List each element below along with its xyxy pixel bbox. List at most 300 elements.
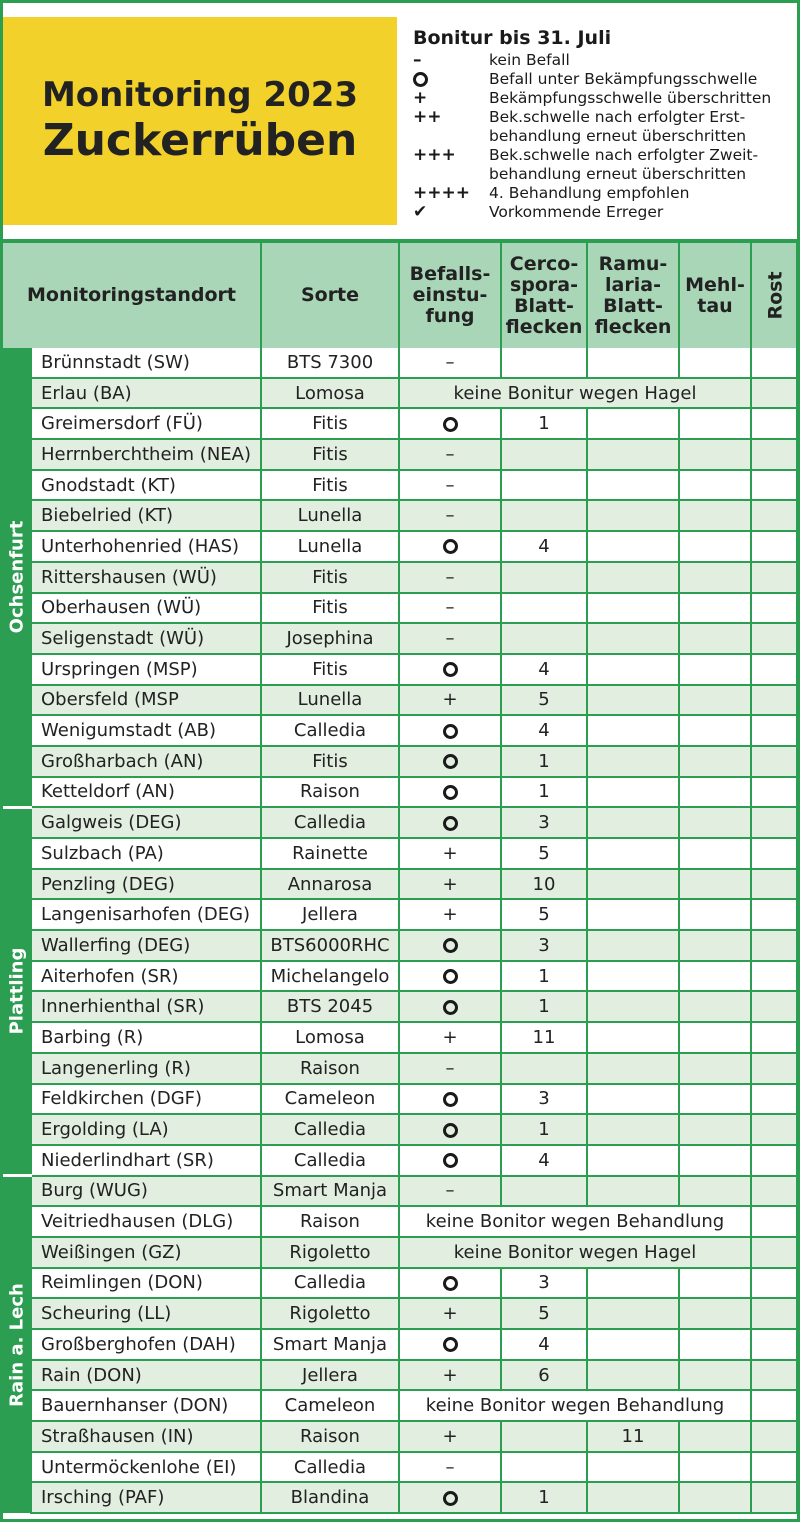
- variety-cell: Fitis: [261, 439, 399, 470]
- ramularia-cell: [587, 1360, 679, 1391]
- ramularia-cell: [587, 593, 679, 624]
- title-line-2: Zuckerrüben: [42, 115, 358, 166]
- location-cell: Galgweis (DEG): [31, 807, 261, 838]
- mehltau-cell: [679, 1421, 751, 1452]
- legend-symbol: +: [413, 88, 428, 108]
- variety-cell: Raison: [261, 1421, 399, 1452]
- cercospora-cell: 5: [501, 685, 587, 716]
- variety-cell: Raison: [261, 1053, 399, 1084]
- circle-icon: [443, 938, 458, 953]
- befall-cell: [399, 807, 501, 838]
- table-row: [3, 470, 797, 501]
- legend-text: Befall unter Bekämpfungsschwelle: [489, 70, 758, 88]
- befall-cell: [399, 1084, 501, 1115]
- legend: [413, 25, 797, 222]
- mehltau-cell: [679, 531, 751, 562]
- header-cercospora: Cerco- spora- Blatt- flecken: [501, 243, 587, 348]
- rost-cell: [751, 500, 797, 531]
- circle-icon: [443, 724, 458, 739]
- variety-cell: Raison: [261, 777, 399, 808]
- group-label: Plattling: [6, 948, 27, 1035]
- cercospora-cell: 3: [501, 807, 587, 838]
- mehltau-cell: [679, 623, 751, 654]
- ramularia-cell: [587, 746, 679, 777]
- variety-cell: Rainette: [261, 838, 399, 869]
- ramularia-cell: [587, 1114, 679, 1145]
- befall-cell: [399, 961, 501, 992]
- cercospora-cell: [501, 562, 587, 593]
- rost-cell: [751, 1237, 797, 1268]
- legend-symbol: ✔: [413, 202, 428, 222]
- location-cell: Wallerfing (DEG): [31, 930, 261, 961]
- table-row: [3, 1298, 797, 1329]
- mehltau-cell: [679, 715, 751, 746]
- mehltau-cell: [679, 869, 751, 900]
- circle-icon: [443, 662, 458, 677]
- header-sorte: Sorte: [261, 243, 399, 348]
- group-label-cell: [3, 348, 31, 807]
- cercospora-cell: 4: [501, 1329, 587, 1360]
- rost-cell: [751, 408, 797, 439]
- rost-cell: [751, 685, 797, 716]
- ramularia-cell: [587, 348, 679, 378]
- mehltau-cell: [679, 1452, 751, 1483]
- ramularia-cell: [587, 807, 679, 838]
- befall-cell: [399, 1145, 501, 1176]
- ramularia-cell: [587, 1452, 679, 1483]
- location-cell: Greimersdorf (FÜ): [31, 408, 261, 439]
- cercospora-cell: 1: [501, 1114, 587, 1145]
- rost-cell: [751, 746, 797, 777]
- rost-cell: [751, 1084, 797, 1115]
- legend-text: Bek.schwelle nach erfolgter Erst-behandlung erneut überschritten: [489, 108, 747, 145]
- cercospora-cell: 4: [501, 715, 587, 746]
- mehltau-cell: [679, 348, 751, 378]
- befall-cell: [399, 1329, 501, 1360]
- cercospora-cell: 5: [501, 899, 587, 930]
- table-row: [3, 1329, 797, 1360]
- rost-cell: [751, 531, 797, 562]
- header-rost: Rost: [751, 243, 797, 348]
- befall-cell: [399, 777, 501, 808]
- header-area: [3, 3, 797, 239]
- circle-icon: [443, 1491, 458, 1506]
- mehltau-cell: [679, 1298, 751, 1329]
- cercospora-cell: [501, 1421, 587, 1452]
- variety-cell: Smart Manja: [261, 1329, 399, 1360]
- location-cell: Großharbach (AN): [31, 746, 261, 777]
- table-row: [3, 1360, 797, 1391]
- variety-cell: Fitis: [261, 408, 399, 439]
- mehltau-cell: [679, 746, 751, 777]
- ramularia-cell: [587, 1145, 679, 1176]
- cercospora-cell: [501, 439, 587, 470]
- ramularia-cell: [587, 1176, 679, 1207]
- befall-cell: [399, 1268, 501, 1299]
- table-row: [3, 562, 797, 593]
- befall-cell: [399, 991, 501, 1022]
- location-cell: Penzling (DEG): [31, 869, 261, 900]
- mehltau-cell: [679, 654, 751, 685]
- location-cell: Rain (DON): [31, 1360, 261, 1391]
- table-row: [3, 715, 797, 746]
- legend-item: [413, 51, 797, 70]
- cercospora-cell: 3: [501, 930, 587, 961]
- ramularia-cell: [587, 961, 679, 992]
- legend-item: [413, 108, 797, 146]
- variety-cell: Lunella: [261, 685, 399, 716]
- table-row: [3, 838, 797, 869]
- befall-cell: –: [399, 500, 501, 531]
- location-cell: Wenigumstadt (AB): [31, 715, 261, 746]
- befall-cell: [399, 1482, 501, 1513]
- location-cell: Erlau (BA): [31, 378, 261, 409]
- befall-cell: +: [399, 1421, 501, 1452]
- rost-cell: [751, 869, 797, 900]
- legend-text: Bekämpfungsschwelle überschritten: [489, 89, 772, 107]
- variety-cell: Cameleon: [261, 1390, 399, 1421]
- befall-cell: –: [399, 593, 501, 624]
- location-cell: Obersfeld (MSP: [31, 685, 261, 716]
- mehltau-cell: [679, 593, 751, 624]
- rost-cell: [751, 1022, 797, 1053]
- table-row: [3, 1421, 797, 1452]
- table-row: [3, 1176, 797, 1207]
- note-cell: keine Bonitor wegen Hagel: [399, 1237, 751, 1268]
- circle-icon: [443, 785, 458, 800]
- legend-item: [413, 203, 797, 222]
- location-cell: Untermöckenlohe (EI): [31, 1452, 261, 1483]
- befall-cell: –: [399, 1053, 501, 1084]
- cercospora-cell: 5: [501, 838, 587, 869]
- note-cell: keine Bonitor wegen Behandlung: [399, 1206, 751, 1237]
- mehltau-cell: [679, 439, 751, 470]
- legend-items: [413, 51, 797, 222]
- note-cell: keine Bonitur wegen Hagel: [399, 378, 751, 409]
- mehltau-cell: [679, 685, 751, 716]
- table-row: [3, 869, 797, 900]
- circle-icon: [443, 1000, 458, 1015]
- rost-cell: [751, 593, 797, 624]
- location-cell: Langenisarhofen (DEG): [31, 899, 261, 930]
- location-cell: Langenerling (R): [31, 1053, 261, 1084]
- table-row: [3, 1145, 797, 1176]
- table-row: [3, 1114, 797, 1145]
- ramularia-cell: [587, 777, 679, 808]
- variety-cell: Lunella: [261, 500, 399, 531]
- cercospora-cell: 1: [501, 991, 587, 1022]
- cercospora-cell: [501, 593, 587, 624]
- rost-cell: [751, 777, 797, 808]
- mehltau-cell: [679, 1053, 751, 1084]
- variety-cell: BTS 7300: [261, 348, 399, 378]
- mehltau-cell: [679, 807, 751, 838]
- table-row: [3, 930, 797, 961]
- befall-cell: [399, 654, 501, 685]
- cercospora-cell: [501, 500, 587, 531]
- befall-cell: [399, 531, 501, 562]
- table-row: [3, 991, 797, 1022]
- ramularia-cell: [587, 623, 679, 654]
- cercospora-cell: [501, 470, 587, 501]
- cercospora-cell: 10: [501, 869, 587, 900]
- table-row: [3, 531, 797, 562]
- mehltau-cell: [679, 470, 751, 501]
- variety-cell: Rigoletto: [261, 1237, 399, 1268]
- table-row: [3, 500, 797, 531]
- circle-icon: [443, 1153, 458, 1168]
- variety-cell: BTS 2045: [261, 991, 399, 1022]
- ramularia-cell: [587, 899, 679, 930]
- circle-icon: [443, 417, 458, 432]
- mehltau-cell: [679, 1482, 751, 1513]
- rost-cell: [751, 1206, 797, 1237]
- cercospora-cell: [501, 1176, 587, 1207]
- befall-cell: –: [399, 1452, 501, 1483]
- cercospora-cell: 1: [501, 777, 587, 808]
- mehltau-cell: [679, 562, 751, 593]
- header-befall: Befalls- einstu- fung: [399, 243, 501, 348]
- title-line-1: Monitoring 2023: [41, 75, 359, 115]
- table-row: [3, 1206, 797, 1237]
- ramularia-cell: [587, 838, 679, 869]
- befall-cell: [399, 930, 501, 961]
- cercospora-cell: 6: [501, 1360, 587, 1391]
- legend-symbol: ++++: [413, 183, 470, 203]
- location-cell: Feldkirchen (DGF): [31, 1084, 261, 1115]
- variety-cell: Lomosa: [261, 1022, 399, 1053]
- legend-symbol: +++: [413, 145, 456, 165]
- rost-cell: [751, 348, 797, 378]
- location-cell: Aiterhofen (SR): [31, 961, 261, 992]
- location-cell: Weißingen (GZ): [31, 1237, 261, 1268]
- rost-cell: [751, 930, 797, 961]
- variety-cell: Jellera: [261, 1360, 399, 1391]
- legend-symbol: –: [413, 50, 422, 70]
- circle-icon: [443, 1276, 458, 1291]
- table-row: [3, 1390, 797, 1421]
- befall-cell: +: [399, 838, 501, 869]
- ramularia-cell: [587, 654, 679, 685]
- variety-cell: Calledia: [261, 807, 399, 838]
- location-cell: Reimlingen (DON): [31, 1268, 261, 1299]
- befall-cell: [399, 715, 501, 746]
- befall-cell: +: [399, 1360, 501, 1391]
- table-row: [3, 1053, 797, 1084]
- variety-cell: Calledia: [261, 1452, 399, 1483]
- legend-text: kein Befall: [489, 51, 570, 69]
- cercospora-cell: [501, 1053, 587, 1084]
- location-cell: Sulzbach (PA): [31, 838, 261, 869]
- befall-cell: [399, 408, 501, 439]
- location-cell: Niederlindhart (SR): [31, 1145, 261, 1176]
- mehltau-cell: [679, 1268, 751, 1299]
- table-row: [3, 654, 797, 685]
- ramularia-cell: [587, 1084, 679, 1115]
- ramularia-cell: [587, 531, 679, 562]
- befall-cell: +: [399, 1298, 501, 1329]
- circle-icon: [443, 969, 458, 984]
- circle-icon: [443, 1092, 458, 1107]
- rost-cell: [751, 470, 797, 501]
- cercospora-cell: [501, 348, 587, 378]
- rost-cell: [751, 1452, 797, 1483]
- location-cell: Urspringen (MSP): [31, 654, 261, 685]
- location-cell: Ergolding (LA): [31, 1114, 261, 1145]
- legend-text: 4. Behandlung empfohlen: [489, 184, 690, 202]
- variety-cell: Raison: [261, 1206, 399, 1237]
- variety-cell: BTS6000RHC: [261, 930, 399, 961]
- rost-cell: [751, 1390, 797, 1421]
- location-cell: Gnodstadt (KT): [31, 470, 261, 501]
- rost-cell: [751, 1176, 797, 1207]
- cercospora-cell: 1: [501, 408, 587, 439]
- mehltau-cell: [679, 777, 751, 808]
- variety-cell: Calledia: [261, 1145, 399, 1176]
- table-row: [3, 807, 797, 838]
- table-row: [3, 1452, 797, 1483]
- befall-cell: –: [399, 1176, 501, 1207]
- cercospora-cell: 4: [501, 1145, 587, 1176]
- table-row: [3, 746, 797, 777]
- table-row: [3, 1237, 797, 1268]
- circle-icon: [443, 754, 458, 769]
- mehltau-cell: [679, 991, 751, 1022]
- mehltau-cell: [679, 408, 751, 439]
- table-row: [3, 1268, 797, 1299]
- table-row: [3, 378, 797, 409]
- variety-cell: Calledia: [261, 1114, 399, 1145]
- mehltau-cell: [679, 838, 751, 869]
- monitoring-table: [3, 243, 797, 1514]
- circle-icon: [443, 1123, 458, 1138]
- group-label: Ochsenfurt: [6, 520, 27, 634]
- befall-cell: +: [399, 685, 501, 716]
- rost-cell: [751, 715, 797, 746]
- variety-cell: Calledia: [261, 1268, 399, 1299]
- cercospora-cell: 11: [501, 1022, 587, 1053]
- legend-title: Bonitur bis 31. Juli: [413, 27, 612, 49]
- table-body: [3, 348, 797, 1513]
- rost-cell: [751, 623, 797, 654]
- variety-cell: Lunella: [261, 531, 399, 562]
- variety-cell: Fitis: [261, 746, 399, 777]
- variety-cell: Fitis: [261, 470, 399, 501]
- ramularia-cell: 11: [587, 1421, 679, 1452]
- ramularia-cell: [587, 1022, 679, 1053]
- header-standort: Monitoringstandort: [3, 243, 261, 348]
- table-row: [3, 961, 797, 992]
- ramularia-cell: [587, 930, 679, 961]
- table-header-row: [3, 243, 797, 348]
- title-box: [3, 17, 397, 225]
- location-cell: Irsching (PAF): [31, 1482, 261, 1513]
- mehltau-cell: [679, 1084, 751, 1115]
- rost-cell: [751, 378, 797, 409]
- befall-cell: +: [399, 1022, 501, 1053]
- befall-cell: –: [399, 439, 501, 470]
- mehltau-cell: [679, 930, 751, 961]
- ramularia-cell: [587, 715, 679, 746]
- location-cell: Biebelried (KT): [31, 500, 261, 531]
- ramularia-cell: [587, 991, 679, 1022]
- ramularia-cell: [587, 562, 679, 593]
- location-cell: Straßhausen (IN): [31, 1421, 261, 1452]
- rost-cell: [751, 899, 797, 930]
- legend-item: [413, 70, 797, 89]
- table-row: [3, 777, 797, 808]
- ramularia-cell: [587, 1482, 679, 1513]
- location-cell: Brünnstadt (SW): [31, 348, 261, 378]
- mehltau-cell: [679, 1114, 751, 1145]
- mehltau-cell: [679, 961, 751, 992]
- group-label-cell: [3, 807, 31, 1175]
- variety-cell: Blandina: [261, 1482, 399, 1513]
- rost-cell: [751, 1145, 797, 1176]
- ramularia-cell: [587, 685, 679, 716]
- circle-icon: [443, 539, 458, 554]
- table-row: [3, 593, 797, 624]
- ramularia-cell: [587, 869, 679, 900]
- location-cell: Oberhausen (WÜ): [31, 593, 261, 624]
- befall-cell: [399, 746, 501, 777]
- rost-cell: [751, 991, 797, 1022]
- variety-cell: Fitis: [261, 593, 399, 624]
- variety-cell: Jellera: [261, 899, 399, 930]
- legend-symbol: ++: [413, 107, 442, 127]
- variety-cell: Fitis: [261, 654, 399, 685]
- rost-cell: [751, 961, 797, 992]
- location-cell: Großberghofen (DAH): [31, 1329, 261, 1360]
- ramularia-cell: [587, 408, 679, 439]
- location-cell: Bauernhanser (DON): [31, 1390, 261, 1421]
- location-cell: Scheuring (LL): [31, 1298, 261, 1329]
- group-label: Rain a. Lech: [6, 1283, 27, 1407]
- note-cell: keine Bonitor wegen Behandlung: [399, 1390, 751, 1421]
- location-cell: Rittershausen (WÜ): [31, 562, 261, 593]
- ramularia-cell: [587, 1053, 679, 1084]
- location-cell: Innerhienthal (SR): [31, 991, 261, 1022]
- circle-icon: [413, 72, 428, 87]
- table-row: [3, 899, 797, 930]
- table-row: [3, 439, 797, 470]
- rost-cell: [751, 562, 797, 593]
- befall-cell: –: [399, 470, 501, 501]
- variety-cell: Josephina: [261, 623, 399, 654]
- variety-cell: Fitis: [261, 562, 399, 593]
- cercospora-cell: 3: [501, 1084, 587, 1115]
- cercospora-cell: 1: [501, 1482, 587, 1513]
- rost-cell: [751, 439, 797, 470]
- befall-cell: [399, 1114, 501, 1145]
- variety-cell: Cameleon: [261, 1084, 399, 1115]
- rost-cell: [751, 654, 797, 685]
- mehltau-cell: [679, 1329, 751, 1360]
- legend-symbol: [413, 70, 489, 89]
- cercospora-cell: 1: [501, 746, 587, 777]
- location-cell: Veitriedhausen (DLG): [31, 1206, 261, 1237]
- ramularia-cell: [587, 1298, 679, 1329]
- rost-cell: [751, 1421, 797, 1452]
- table-row: [3, 1084, 797, 1115]
- befall-cell: +: [399, 899, 501, 930]
- rost-cell: [751, 1114, 797, 1145]
- location-cell: Ketteldorf (AN): [31, 777, 261, 808]
- variety-cell: Rigoletto: [261, 1298, 399, 1329]
- circle-icon: [443, 1337, 458, 1352]
- befall-cell: –: [399, 348, 501, 378]
- cercospora-cell: 4: [501, 654, 587, 685]
